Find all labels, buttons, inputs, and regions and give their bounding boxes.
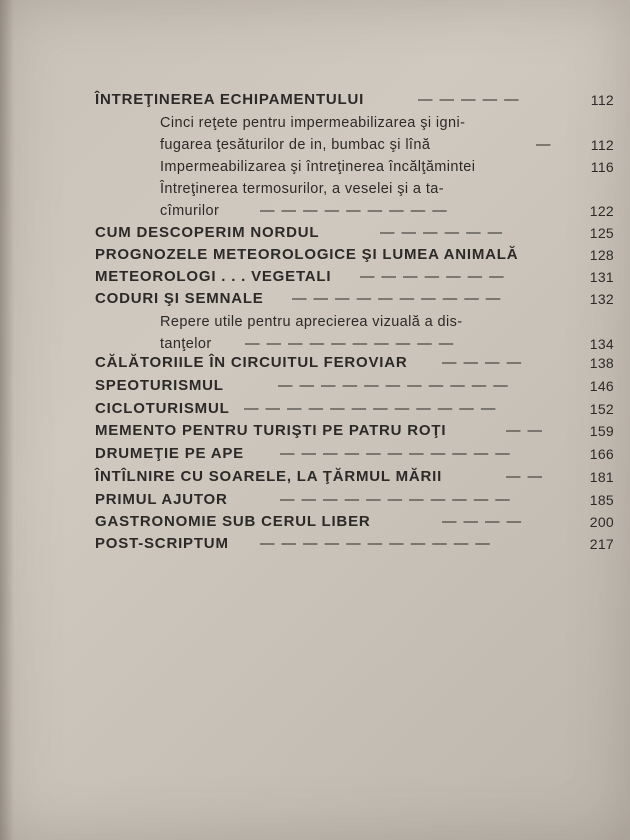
toc-title: DRUMEŢIE PE APE xyxy=(95,445,244,462)
toc-leader: — — — — — — — — — xyxy=(260,203,449,219)
toc-entry-cicloturismul xyxy=(0,398,630,420)
toc-entry-gastronomie xyxy=(0,511,630,533)
toc-entry-meteorologi-vegetali xyxy=(0,266,630,288)
toc-title: CUM DESCOPERIM NORDUL xyxy=(95,224,320,241)
toc-leader: — — — — — — — — — — — xyxy=(278,378,510,394)
toc-subentry-intretinerea-termosurilor xyxy=(0,178,630,200)
toc-entry-coduri-si-semnale xyxy=(0,288,630,310)
toc-title: PRIMUL AJUTOR xyxy=(95,491,228,508)
toc-page-number: 112 xyxy=(590,137,614,153)
toc-title: Impermeabilizarea şi întreţinerea încălţămintei xyxy=(160,159,476,175)
toc-title: Întreţinerea termosurilor, a veselei şi a ta- xyxy=(160,181,444,197)
toc-entry-calatoriile-feroviar xyxy=(0,352,630,374)
toc-leader: — — — — — — — — — — — xyxy=(280,492,512,508)
toc-page-number: 138 xyxy=(589,355,614,371)
toc-page-number: 128 xyxy=(589,247,614,263)
toc-page-number: 112 xyxy=(590,92,614,108)
toc-leader: — — xyxy=(506,469,544,485)
toc-page-number: 152 xyxy=(589,401,614,417)
toc-subentry-cinci-retete-cont xyxy=(0,134,630,156)
toc-page-number: 146 xyxy=(589,378,614,394)
toc-title: PROGNOZELE METEOROLOGICE ŞI LUMEA ANIMALĂ xyxy=(95,246,519,263)
toc-title: CODURI ŞI SEMNALE xyxy=(95,290,264,307)
toc-leader: — — — — — xyxy=(418,92,521,108)
toc-page-number: 159 xyxy=(589,423,614,439)
toc-subentry-repere-utile xyxy=(0,311,630,333)
toc-title: CĂLĂTORIILE ÎN CIRCUITUL FEROVIAR xyxy=(95,354,408,371)
toc-entry-intretinerea-echipamentului xyxy=(0,89,630,111)
toc-entry-memento-turisti xyxy=(0,420,630,442)
toc-title: fugarea ţesăturilor de in, bumbac şi lînă xyxy=(160,137,431,153)
toc-page-number: 122 xyxy=(589,203,614,219)
toc-title: POST-SCRIPTUM xyxy=(95,535,229,552)
toc-leader: — — xyxy=(506,423,544,439)
toc-title: MEMENTO PENTRU TURIŞTI PE PATRU ROŢI xyxy=(95,422,447,439)
toc-page-number: 200 xyxy=(589,514,614,530)
toc-leader: — — — — — — — — — — — — xyxy=(244,401,497,417)
toc-entry-cum-descoperim-nordul xyxy=(0,222,630,244)
toc-leader: — xyxy=(536,137,552,153)
toc-title: Cinci reţete pentru impermeabilizarea şi igni- xyxy=(160,115,466,131)
toc-page-number: 185 xyxy=(589,492,614,508)
toc-entry-post-scriptum xyxy=(0,533,630,555)
toc-title: CICLOTURISMUL xyxy=(95,400,230,417)
toc-title: ÎNTÎLNIRE CU SOARELE, LA ŢĂRMUL MĂRII xyxy=(95,468,443,485)
toc-page-number: 166 xyxy=(589,446,614,462)
toc-subentry-cinci-retete xyxy=(0,112,630,134)
toc-entry-primul-ajutor xyxy=(0,489,630,511)
toc-page-number: 125 xyxy=(589,225,614,241)
toc-page-number: 116 xyxy=(590,159,614,175)
toc-leader: — — — — — — xyxy=(380,225,504,241)
toc-subentry-intretinerea-termosurilor-cont xyxy=(0,200,630,222)
toc-leader: — — — — — — — — — — — xyxy=(280,446,512,462)
toc-page-number: 131 xyxy=(589,269,614,285)
toc-leader: — — — — — — — xyxy=(360,269,506,285)
toc-entry-intilnire-cu-soarele xyxy=(0,466,630,488)
toc-title: Repere utile pentru aprecierea vizuală a dis- xyxy=(160,314,463,330)
toc-entry-prognozele-meteorologice xyxy=(0,244,630,266)
toc-page-number: 132 xyxy=(589,291,614,307)
toc-leader: — — — — xyxy=(442,355,523,371)
toc-page-number: 134 xyxy=(589,336,614,352)
toc-page-number: 181 xyxy=(589,469,614,485)
toc-title: GASTRONOMIE SUB CERUL LIBER xyxy=(95,513,371,530)
toc-leader: — — — — — — — — — — — xyxy=(260,536,492,552)
toc-entry-speoturismul xyxy=(0,375,630,397)
toc-title: METEOROLOGI . . . VEGETALI xyxy=(95,268,332,285)
toc-title: ÎNTREŢINEREA ECHIPAMENTULUI xyxy=(95,91,365,108)
toc-title: SPEOTURISMUL xyxy=(95,377,224,394)
toc-title: cîmurilor xyxy=(160,203,220,219)
toc-leader: — — — — — — — — — — xyxy=(292,291,502,307)
toc-leader: — — — — xyxy=(442,514,523,530)
toc-entry-drumetie-pe-ape xyxy=(0,443,630,465)
toc-leader: — — — — — — — — — — xyxy=(245,336,455,352)
toc-page-number: 217 xyxy=(589,536,614,552)
toc-title: tanţelor xyxy=(160,336,212,352)
toc-subentry-impermeabilizarea xyxy=(0,156,630,178)
